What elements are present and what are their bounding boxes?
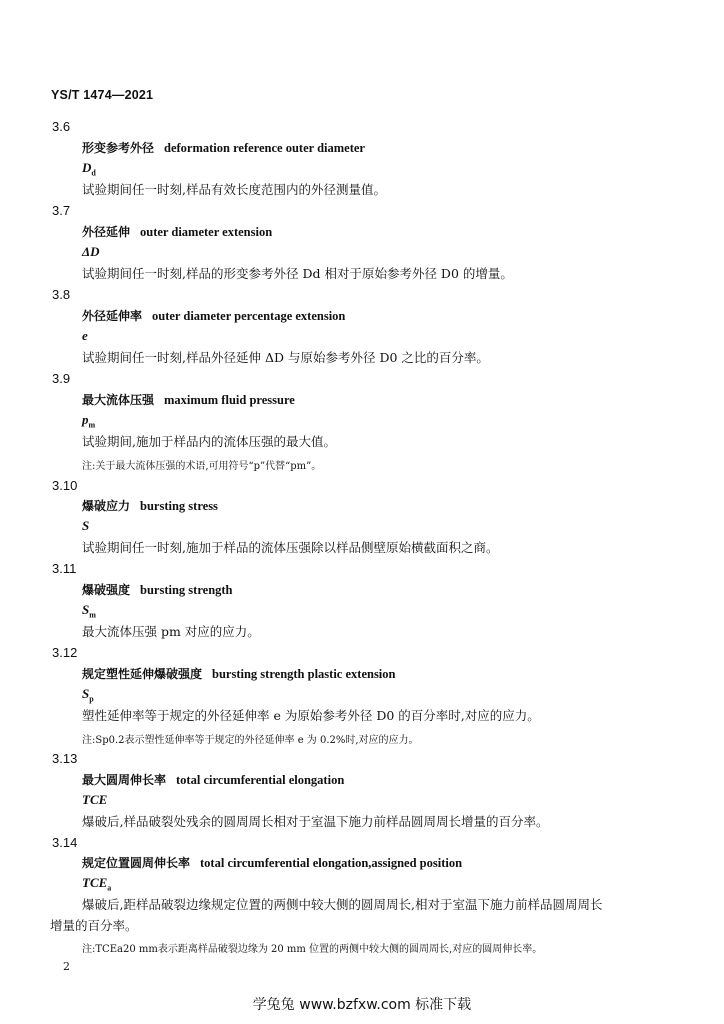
term-title — [82, 139, 365, 156]
footer-watermark: 学兔兔 www.bzfxw.com 标准下载 — [252, 997, 472, 1013]
term-symbol — [82, 686, 94, 704]
term-en: bursting strength plastic extension — [212, 667, 396, 681]
term-title — [82, 771, 344, 788]
term-symbol — [82, 160, 96, 178]
term-definition: 试验期间任一时刻,施加于样品的流体压强除以样品侧壁原始横截面积之商。 — [82, 540, 499, 555]
clause-number: 3.8 — [52, 287, 71, 302]
term-zh: 形变参考外径 — [82, 141, 155, 155]
term-symbol — [82, 412, 95, 430]
term-definition: 试验期间任一时刻,样品外径延伸 ΔD 与原始参考外径 D0 之比的百分率。 — [82, 350, 489, 365]
term-zh: 爆破应力 — [82, 499, 131, 513]
symbol-base: TCE — [82, 792, 108, 807]
term-note: 注:TCEa20 mm表示距离样品破裂边缘为 20 mm 位置的两侧中较大侧的圆周周长,对应的圆周伸长率。 — [82, 944, 543, 955]
page-number: 2 — [63, 960, 70, 973]
term-title — [82, 665, 395, 682]
term-note: 注:Sp0.2表示塑性延伸率等于规定的外径延伸率 e 为 0.2%时,对应的应力。 — [82, 735, 419, 746]
term-symbol — [82, 244, 100, 262]
term-symbol — [82, 875, 111, 893]
term-zh: 外径延伸率 — [82, 309, 143, 323]
term-zh: 外径延伸 — [82, 225, 131, 239]
term-definition-continued: 增量的百分率。 — [50, 918, 138, 933]
clause-number: 3.10 — [52, 478, 78, 493]
term-en: maximum fluid pressure — [164, 393, 295, 407]
doc-code: YS/T 1474—2021 — [51, 88, 154, 102]
clause-number: 3.9 — [52, 371, 71, 386]
term-en: total circumferential elongation,assigned position — [200, 856, 463, 870]
term-symbol — [82, 328, 88, 346]
term-en: total circumferential elongation — [176, 773, 345, 787]
clause-number: 3.11 — [52, 561, 77, 576]
term-en: bursting strength — [140, 583, 233, 597]
symbol-base: D — [82, 160, 92, 175]
term-definition: 试验期间,施加于样品内的流体压强的最大值。 — [82, 434, 336, 449]
term-definition: 试验期间任一时刻,样品的形变参考外径 Dd 相对于原始参考外径 D0 的增量。 — [82, 266, 513, 281]
term-title — [82, 223, 272, 240]
term-definition: 试验期间任一时刻,样品有效长度范围内的外径测量值。 — [82, 182, 386, 197]
symbol-base: p — [82, 412, 89, 427]
term-en: outer diameter extension — [140, 225, 273, 239]
symbol-subscript: p — [89, 694, 94, 704]
term-title — [82, 854, 462, 871]
term-definition: 爆破后,距样品破裂边缘规定位置的两侧中较大侧的圆周周长,相对于室温下施力前样品圆周周长 — [82, 897, 603, 912]
term-symbol — [82, 518, 89, 536]
term-definition: 爆破后,样品破裂处残余的圆周周长相对于室温下施力前样品圆周周长增量的百分率。 — [82, 814, 549, 829]
term-symbol — [82, 602, 96, 620]
clause-number: 3.14 — [52, 835, 78, 850]
term-symbol — [82, 792, 107, 810]
term-title — [82, 307, 345, 324]
symbol-base: ΔD — [82, 244, 100, 259]
clause-number: 3.6 — [52, 119, 71, 134]
symbol-base: e — [82, 328, 88, 343]
term-zh: 规定塑性延伸爆破强度 — [82, 667, 203, 681]
symbol-base: S — [82, 686, 90, 701]
term-title — [82, 581, 233, 598]
term-note: 注:关于最大流体压强的术语,可用符号“p”代替“pm”。 — [82, 461, 322, 472]
term-zh: 规定位置圆周伸长率 — [82, 856, 191, 870]
term-title — [82, 391, 295, 408]
symbol-subscript: a — [107, 883, 112, 893]
term-zh: 最大圆周伸长率 — [82, 773, 167, 787]
symbol-base: S — [82, 518, 90, 533]
symbol-subscript: d — [91, 168, 96, 178]
term-zh: 最大流体压强 — [82, 393, 155, 407]
term-definition: 最大流体压强 pm 对应的应力。 — [82, 624, 260, 639]
term-title — [82, 497, 218, 514]
clause-number: 3.7 — [52, 203, 71, 218]
symbol-subscript: m — [88, 420, 96, 430]
symbol-subscript: m — [89, 610, 96, 620]
clause-number: 3.13 — [52, 751, 78, 766]
symbol-base: S — [82, 602, 90, 617]
term-zh: 爆破强度 — [82, 583, 131, 597]
term-en: bursting stress — [140, 499, 218, 513]
term-en: outer diameter percentage extension — [152, 309, 346, 323]
term-en: deformation reference outer diameter — [164, 141, 365, 155]
symbol-base: TCE — [82, 875, 108, 890]
term-definition: 塑性延伸率等于规定的外径延伸率 e 为原始参考外径 D0 的百分率时,对应的应力。 — [82, 708, 540, 723]
clause-number: 3.12 — [52, 645, 78, 660]
